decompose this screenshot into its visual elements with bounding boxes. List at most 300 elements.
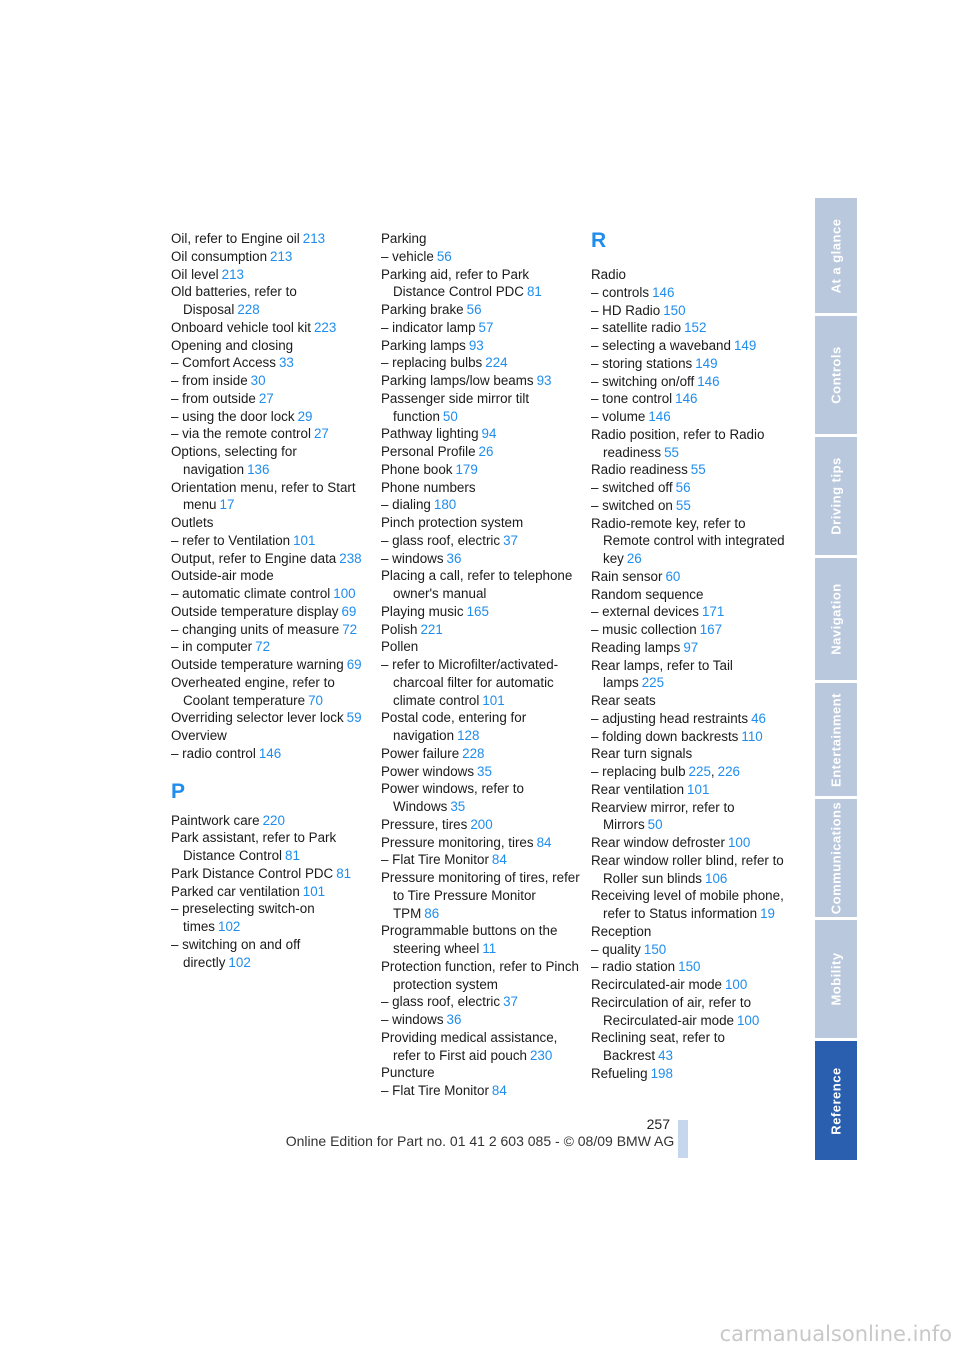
page-reference-link[interactable]: 17 <box>219 497 235 513</box>
index-entry-text: – radio station <box>591 959 676 975</box>
index-entry <box>171 425 371 443</box>
index-entry <box>381 496 581 514</box>
page-reference-link[interactable]: 221 <box>420 621 443 637</box>
page-reference-link[interactable]: 29 <box>297 408 313 424</box>
index-entry-text: Phone numbers <box>381 479 476 495</box>
index-entry-text: Programmable buttons on the steering wheel <box>381 923 558 956</box>
index-entry-text: Outside-air mode <box>171 568 274 584</box>
index-entry-text: Reclining seat, refer to Backrest <box>591 1030 725 1063</box>
index-entry <box>381 550 581 568</box>
page-reference-link[interactable]: 81 <box>336 865 352 881</box>
index-entry-text: Puncture <box>381 1065 435 1081</box>
index-entry-text: Parked car ventilation <box>171 883 300 899</box>
page-reference-link[interactable]: 149 <box>733 338 757 353</box>
index-entry <box>591 515 791 568</box>
index-entry-text: Power failure <box>381 745 460 761</box>
index-entry-text: Rearview mirror, refer to Mirrors <box>591 799 735 833</box>
index-entry-text: Parking brake <box>381 302 464 317</box>
index-entry-text: – automatic climate control <box>171 586 331 601</box>
index-entry-text: Pressure, tires <box>381 816 468 832</box>
index-entry-text: – glass roof, electric <box>381 532 501 548</box>
footer-edition-text: Online Edition for Part no. 01 41 2 603 085 - © 08/09 BMW AG <box>285 1133 675 1149</box>
page-reference-link[interactable]: 11 <box>482 941 497 956</box>
index-entry-text: – switched on <box>591 497 673 513</box>
index-entry-text: – indicator lamp <box>381 319 476 335</box>
index-entry-text: – Comfort Access <box>171 355 276 371</box>
index-entry <box>381 479 581 497</box>
page-reference-link[interactable]: 101 <box>293 532 316 548</box>
index-entry <box>171 283 371 319</box>
index-entry <box>381 922 581 958</box>
index-entry <box>591 337 791 355</box>
page-reference-link[interactable]: 55 <box>690 462 706 478</box>
index-column-3 <box>591 230 791 1083</box>
index-entry-text: Parking lamps <box>381 337 466 353</box>
page-reference-link[interactable]: 198 <box>650 1065 673 1081</box>
page-reference-link[interactable]: 101 <box>302 883 326 899</box>
page-reference-link[interactable]: 36 <box>446 550 462 566</box>
page-reference-link[interactable]: 213 <box>221 266 244 282</box>
index-entry <box>171 479 371 515</box>
page-reference-link[interactable]: 136 <box>247 461 270 477</box>
page-number: 257 <box>646 1116 670 1132</box>
page-reference-link[interactable]: 238 <box>339 550 362 566</box>
page-reference-link[interactable]: 230 <box>529 1047 553 1063</box>
index-entry-text: – refer to Ventilation <box>171 532 291 548</box>
index-entry-text: – controls <box>591 284 650 300</box>
page-reference-link[interactable]: 50 <box>647 817 663 833</box>
page-reference-link[interactable]: 81 <box>285 848 300 863</box>
index-entry <box>381 337 581 355</box>
page-reference-link[interactable]: 180 <box>433 497 457 513</box>
index-entry-text: – radio control <box>171 745 256 761</box>
page-reference-link[interactable]: 200 <box>470 816 493 832</box>
page-reference-link[interactable]: 152 <box>684 320 707 336</box>
index-entry-text: – windows <box>381 550 444 566</box>
index-entry <box>171 248 371 266</box>
index-entry-text: – switching on/off <box>591 373 695 389</box>
index-entry-text: – replacing bulb <box>591 764 686 779</box>
page-reference-link[interactable]: 150 <box>663 302 686 318</box>
page-reference-link[interactable]: 213 <box>270 248 293 264</box>
page-reference-link[interactable]: 37 <box>503 532 518 548</box>
index-entry-text: Rear turn signals <box>591 746 693 762</box>
index-entry <box>591 355 791 373</box>
page-reference-link[interactable]: 26 <box>626 551 642 566</box>
chapter-sidebar <box>815 198 857 1160</box>
page-reference-link[interactable]: 165 <box>466 603 489 619</box>
index-column-2 <box>381 230 581 1100</box>
page-reference-link[interactable]: 81 <box>526 284 542 300</box>
page-reference-link[interactable]: 46 <box>751 710 766 726</box>
index-entry <box>381 851 581 869</box>
page-reference-link[interactable]: 27 <box>313 426 329 442</box>
index-entry <box>591 426 791 462</box>
index-entry <box>381 1011 581 1029</box>
page-reference-link[interactable]: 35 <box>477 763 492 779</box>
index-entry-text: Rear ventilation <box>591 781 685 797</box>
index-entry-text: – from outside <box>171 390 256 406</box>
page-reference-link[interactable]: 102 <box>218 919 241 934</box>
index-entry <box>381 443 581 461</box>
index-entry-text: Oil, refer to Engine oil <box>171 231 300 246</box>
index-entry-text: Reading lamps <box>591 639 681 655</box>
page-reference-link[interactable]: 100 <box>736 1012 760 1028</box>
chapter-tab-navigation[interactable] <box>815 558 857 680</box>
index-entry-text: Pollen <box>381 639 419 655</box>
index-entry-text: Rear seats <box>591 693 656 708</box>
index-column-1 <box>171 230 371 971</box>
page-reference-link[interactable]: 146 <box>258 745 282 761</box>
index-entry-text: Pinch protection system <box>381 515 524 530</box>
page-reference-link[interactable]: 224 <box>485 355 508 371</box>
index-entry-text: Radio-remote key, refer to Remote control with integrated key <box>591 515 785 566</box>
index-entry <box>171 567 371 585</box>
index-entry <box>591 568 791 586</box>
page-reference-link[interactable]: 36 <box>446 1012 462 1027</box>
index-entry <box>381 993 581 1011</box>
chapter-tab-communications[interactable] <box>815 799 857 917</box>
chapter-tab-label: Communications <box>828 801 844 915</box>
index-entry-text: Options, selecting for navigation <box>171 444 297 477</box>
index-entry <box>171 319 371 337</box>
index-entry <box>381 372 581 390</box>
page-reference-link[interactable]: 101 <box>687 781 710 797</box>
page-reference-link[interactable]: 146 <box>652 284 675 300</box>
index-entry <box>591 941 791 959</box>
index-entry <box>381 1029 581 1065</box>
page-reference-link[interactable]: 93 <box>536 373 552 388</box>
index-entry-text: Personal Profile <box>381 444 476 459</box>
index-entry-text: Outlets <box>171 515 214 530</box>
index-entry <box>591 781 791 799</box>
index-entry <box>171 900 371 936</box>
index-entry-text: Power windows <box>381 763 475 779</box>
index-entry-text: Receiving level of mobile phone, refer to Status information <box>591 888 784 921</box>
page-reference-link[interactable]: 56 <box>675 480 691 495</box>
index-entry <box>171 829 371 865</box>
index-entry <box>381 532 581 550</box>
index-entry-text: Rain sensor <box>591 568 663 584</box>
index-entry-text: Placing a call, refer to telephone owner's manual <box>381 568 573 601</box>
page-reference-link[interactable]: 50 <box>442 408 458 424</box>
page-reference-link[interactable]: 70 <box>308 692 323 708</box>
page-reference-link[interactable]: 100 <box>333 586 356 601</box>
chapter-tab-label: Reference <box>828 1066 844 1135</box>
index-entry <box>381 425 581 443</box>
index-entry-text: – using the door lock <box>171 408 295 424</box>
index-entry <box>591 373 791 391</box>
index-entry <box>591 266 791 284</box>
index-entry <box>381 621 581 639</box>
index-entry <box>171 390 371 408</box>
index-entry <box>171 812 371 830</box>
page-reference-link[interactable]: 69 <box>346 657 362 672</box>
index-entry <box>171 550 371 568</box>
page-reference-link[interactable]: 228 <box>237 302 260 317</box>
index-entry <box>381 567 581 603</box>
page-reference-link[interactable]: 225 <box>641 675 665 691</box>
index-entry-text: Parking <box>381 231 427 246</box>
index-entry <box>171 443 371 479</box>
index-entry-text: – dialing <box>381 497 431 513</box>
index-entry-text: Old batteries, refer to Disposal <box>171 284 297 317</box>
index-entry-text: Paintwork care <box>171 812 260 828</box>
index-entry-text: Rear lamps, refer to Tail lamps <box>591 657 733 691</box>
page-reference-link[interactable]: 93 <box>468 337 484 353</box>
index-entry-text: Radio <box>591 267 626 282</box>
index-entry <box>591 284 791 302</box>
index-entry <box>171 674 371 710</box>
chapter-tab-at-a-glance[interactable] <box>815 198 857 313</box>
index-entry-text: Rear window roller blind, refer to Roller sun blinds <box>591 852 784 886</box>
page-reference-link[interactable]: 97 <box>683 639 699 655</box>
page-reference-link[interactable]: 84 <box>536 834 552 850</box>
page-reference-link[interactable]: 101 <box>482 692 505 708</box>
chapter-tab-label: At a glance <box>828 218 844 293</box>
index-entry-text: Parking lamps/low beams <box>381 373 534 388</box>
index-entry <box>171 337 371 355</box>
page-reference-link[interactable]: 150 <box>678 959 701 975</box>
index-entry-text: Rear window defroster <box>591 835 725 850</box>
chapter-tab-driving-tips[interactable] <box>815 437 857 555</box>
index-entry-text: – selecting a waveband <box>591 338 731 353</box>
index-entry <box>171 514 371 532</box>
index-entry-text: – Flat Tire Monitor <box>381 1083 489 1098</box>
index-entry <box>171 865 371 883</box>
index-entry-text: – satellite radio <box>591 320 682 336</box>
index-entry <box>171 603 371 621</box>
index-entry-text: Oil level <box>171 266 219 282</box>
page-reference-link[interactable]: 33 <box>278 355 294 371</box>
index-entry <box>591 657 791 693</box>
index-entry <box>591 958 791 976</box>
index-letter-heading: R <box>591 229 607 252</box>
chapter-tab-mobility[interactable] <box>815 920 857 1038</box>
index-entry-text: Overview <box>171 728 227 743</box>
page-reference-link[interactable]: 100 <box>727 835 751 850</box>
index-entry <box>591 887 791 923</box>
page-reference-link[interactable]: 27 <box>258 390 274 406</box>
index-entry <box>381 1082 581 1100</box>
index-entry-text: Refueling <box>591 1065 648 1081</box>
index-entry-text: Oil consumption <box>171 248 268 264</box>
index-entry <box>381 266 581 302</box>
index-entry <box>591 745 791 763</box>
index-entry <box>591 923 791 941</box>
index-entry <box>591 603 791 621</box>
page-reference-link[interactable]: 26 <box>478 444 494 459</box>
index-entry <box>591 834 791 852</box>
index-entry-text: – folding down backrests <box>591 728 739 744</box>
index-entry <box>381 514 581 532</box>
index-entry-text: Radio readiness <box>591 462 688 478</box>
page-reference-link[interactable]: 146 <box>675 391 698 407</box>
index-entry-text: Pressure monitoring, tires <box>381 834 534 850</box>
index-entry-text: Park Distance Control PDC <box>171 865 334 881</box>
page-reference-link[interactable]: 171 <box>701 604 725 620</box>
index-entry-text: Passenger side mirror tilt function <box>381 390 530 424</box>
chapter-tab-label: Controls <box>828 346 844 404</box>
page-reference-link[interactable]: 56 <box>436 248 452 264</box>
page-reference-link[interactable]: 35 <box>450 799 466 814</box>
index-entry <box>171 621 371 639</box>
index-entry <box>591 799 791 835</box>
index-entry <box>171 709 371 727</box>
index-entry <box>591 319 791 337</box>
index-entry-text: Outside temperature display <box>171 603 339 619</box>
page-reference-link[interactable]: 72 <box>342 621 358 637</box>
page-reference-link[interactable]: 57 <box>478 319 494 335</box>
index-entry <box>171 883 371 901</box>
index-entry <box>381 780 581 816</box>
index-entry <box>381 656 581 709</box>
index-entry <box>381 1064 581 1082</box>
index-entry <box>591 408 791 426</box>
page-reference-link[interactable]: 100 <box>724 977 748 992</box>
index-entry <box>381 745 581 763</box>
index-entry-text: Providing medical assistance, refer to First aid pouch <box>381 1029 558 1063</box>
index-entry <box>381 638 581 656</box>
chapter-tab-controls[interactable] <box>815 316 857 434</box>
index-entry <box>591 1029 791 1065</box>
chapter-tab-label: Driving tips <box>828 457 844 535</box>
index-entry <box>381 709 581 745</box>
page-reference-link[interactable]: 60 <box>665 568 681 584</box>
index-entry <box>171 745 371 763</box>
index-entry-text: – storing stations <box>591 355 693 371</box>
index-entry-text: – switched off <box>591 480 673 495</box>
page-reference-link[interactable]: 55 <box>675 497 691 513</box>
index-entry-text: – Flat Tire Monitor <box>381 852 489 868</box>
page-reference-link[interactable]: 213 <box>302 231 326 246</box>
index-entry-text: Reception <box>591 923 652 939</box>
index-entry-text: – preselecting switch-on times <box>171 901 315 934</box>
index-entry <box>591 621 791 639</box>
page-reference-link[interactable]: 43 <box>658 1048 673 1063</box>
index-entry <box>381 834 581 852</box>
index-entry-text: – quality <box>591 941 641 957</box>
index-entry <box>171 230 371 248</box>
page-reference-link[interactable]: 220 <box>262 812 285 828</box>
index-entry-text: Radio position, refer to Radio readiness <box>591 426 765 460</box>
index-entry <box>171 266 371 284</box>
page-reference-link[interactable]: 59 <box>346 710 362 726</box>
index-entry-text: Park assistant, refer to Park Distance Control <box>171 830 337 863</box>
chapter-tab-entertainment[interactable] <box>815 683 857 796</box>
page-reference-link[interactable]: 225 <box>688 764 711 779</box>
index-entry-text: – from inside <box>171 373 248 388</box>
index-entry-text: Postal code, entering for navigation <box>381 710 527 743</box>
index-entry <box>591 1065 791 1083</box>
index-entry <box>381 301 581 319</box>
index-entry <box>171 408 371 426</box>
page-reference-link[interactable]: 84 <box>491 1083 507 1098</box>
page-reference-link[interactable]: 86 <box>424 905 440 921</box>
page-reference-link[interactable]: 149 <box>695 355 718 371</box>
page-reference-link[interactable]: 223 <box>313 319 337 335</box>
page-reference-link[interactable]: 179 <box>455 461 478 477</box>
index-entry-text: Onboard vehicle tool kit <box>171 319 311 335</box>
index-entry <box>171 727 371 745</box>
chapter-tab-label: Mobility <box>828 952 844 1006</box>
index-entry <box>171 354 371 372</box>
page-reference-link[interactable]: 30 <box>250 373 266 388</box>
index-entry <box>591 976 791 994</box>
index-entry-text: – volume <box>591 409 646 424</box>
page-reference-link[interactable]: 94 <box>481 426 497 442</box>
index-entry <box>171 372 371 390</box>
index-entry <box>381 816 581 834</box>
page-reference-link[interactable]: 55 <box>664 444 679 460</box>
index-entry-text: Phone book <box>381 461 453 477</box>
index-entry-text: Outside temperature warning <box>171 657 344 672</box>
page-reference-link[interactable]: 106 <box>705 870 728 886</box>
index-entry-text: – glass roof, electric <box>381 994 501 1010</box>
index-letter-heading: P <box>171 779 186 803</box>
index-entry <box>591 710 791 728</box>
index-entry <box>591 302 791 320</box>
chapter-tab-label: Entertainment <box>828 692 844 787</box>
index-entry-text: Orientation menu, refer to Start menu <box>171 479 356 513</box>
index-entry <box>591 586 791 604</box>
page-reference-link[interactable]: 19 <box>760 906 775 921</box>
index-entry-text: Output, refer to Engine data <box>171 550 337 566</box>
page-reference-link[interactable]: 167 <box>699 622 723 637</box>
index-entry <box>591 692 791 710</box>
index-entry-text: – switching on and off directly <box>171 936 301 970</box>
index-entry-text: Protection function, refer to Pinch protection system <box>381 958 579 992</box>
page-reference-link[interactable]: 72 <box>255 639 271 655</box>
page-reference-link[interactable]: 150 <box>643 941 667 957</box>
page-reference-link[interactable]: 226 <box>717 764 740 779</box>
index-entry <box>381 763 581 781</box>
index-entry <box>171 656 371 674</box>
index-entry-text: – replacing bulbs <box>381 355 483 371</box>
page-reference-link[interactable]: 37 <box>503 994 518 1010</box>
page-reference-link[interactable]: 128 <box>457 728 480 743</box>
page-reference-link[interactable]: 146 <box>648 409 671 424</box>
index-entry <box>171 532 371 550</box>
page-reference-link[interactable]: 110 <box>741 728 763 744</box>
index-entry <box>591 390 791 408</box>
page-reference-link[interactable]: 84 <box>491 852 507 868</box>
index-entry <box>171 638 371 656</box>
page-reference-link[interactable]: 146 <box>697 373 720 389</box>
index-entry-text: – HD Radio <box>591 302 661 318</box>
index-entry <box>381 319 581 337</box>
index-entry <box>591 852 791 888</box>
page-reference-link[interactable]: 102 <box>228 954 251 970</box>
index-entry <box>381 390 581 426</box>
index-entry-text: Opening and closing <box>171 337 294 353</box>
page-reference-link[interactable]: 56 <box>466 302 482 317</box>
index-entry <box>591 497 791 515</box>
index-entry-text: Parking aid, refer to Park Distance Control PDC <box>381 266 530 300</box>
page-reference-link[interactable]: 228 <box>462 745 485 761</box>
index-entry-text: Polish <box>381 621 418 637</box>
chapter-tab-label: Navigation <box>828 583 844 655</box>
index-entry-text: – in computer <box>171 639 253 655</box>
index-entry <box>381 869 581 922</box>
index-entry <box>381 354 581 372</box>
index-entry <box>591 461 791 479</box>
index-entry-text: – music collection <box>591 622 697 637</box>
page-reference-link[interactable]: 69 <box>341 603 357 619</box>
index-entry-text: – tone control <box>591 391 673 407</box>
index-entry-text: – windows <box>381 1012 444 1027</box>
index-entry-text: – adjusting head restraints <box>591 710 749 726</box>
